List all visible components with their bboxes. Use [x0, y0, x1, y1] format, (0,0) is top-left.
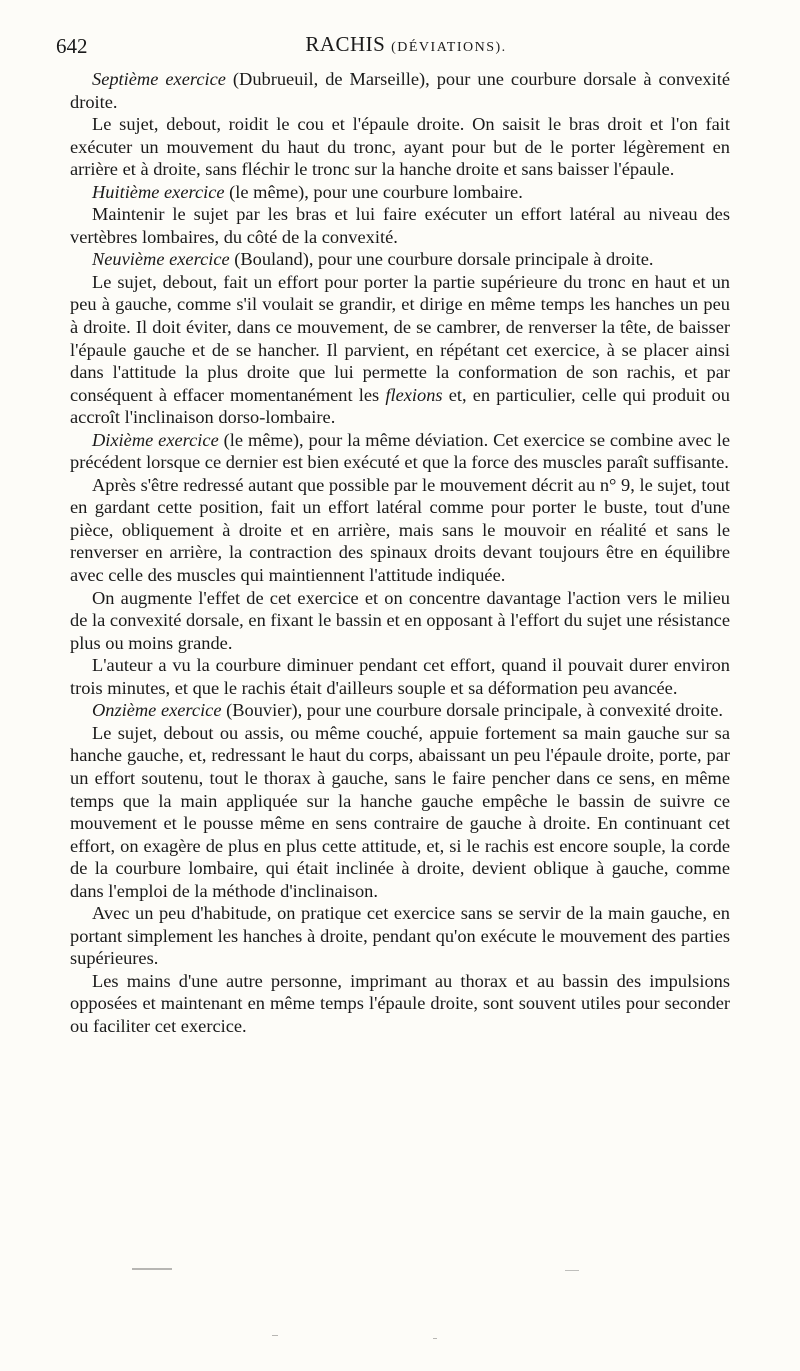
paragraph-4: Maintenir le sujet par les bras et lui faire exécuter un effort latéral au niveau des vertèbres lombaires, du côté de la convexité. [70, 204, 730, 247]
paragraph-14: Les mains d'une autre personne, imprimant au thorax et au bassin des impulsions opposées et maintenant en même temps l'épaule droite, sont souvent utiles pour seconder ou faciliter cet exercice. [70, 970, 730, 1036]
exercise-heading: Dixième exercice [92, 429, 219, 450]
exercise-heading: Neuvième exercice [92, 249, 230, 270]
print-speck [433, 1338, 437, 1339]
paragraph-3: Huitième exercice (le même), pour une courbure lombaire. [92, 181, 523, 202]
paragraph-2: Le sujet, debout, roidit le cou et l'épaule droite. On saisit le bras droit et l'on fait exécuter un mouvement du haut du tronc, ayant pour but de le porter légèrement en arrière et à droite, sans fléchir le tronc sur la hanche droite et sans baisser l'épaule. [70, 114, 730, 180]
body-text [70, 68, 730, 1038]
emphasis-flexions: flexions [385, 384, 443, 405]
running-title [56, 32, 756, 57]
print-speck [272, 1335, 278, 1336]
page-header [56, 28, 756, 62]
paragraph-1: Septième exercice (Dubrueuil, de Marseille), pour une courbure dorsale à convexité droite. [70, 69, 730, 112]
paragraph-11: Onzième exercice (Bouvier), pour une courbure dorsale principale, à convexité droite. [92, 700, 723, 721]
page-number: 642 [56, 34, 88, 58]
paragraph-8: Après s'être redressé autant que possible par le mouvement décrit au n° 9, le sujet, tout en gardant cette position, fait un effort latéral comme pour porter le buste, tout d'une pièce, obliquement à droite et en arrière, mais sans le mouvoir en réalité et sans le renverser en arrière, la contraction des spinaux droits devant toujours être en équilibre avec celle des muscles qui maintiennent l'attitude indiquée. [70, 474, 730, 586]
running-title-subtitle: (DÉVIATIONS). [391, 40, 507, 55]
exercise-heading: Septième exercice [92, 69, 226, 89]
paragraph-6: Le sujet, debout, fait un effort pour porter la partie supérieure du tronc en haut et un peu à gauche, comme s'il voulait se grandir, et dirige en même temps les hanches un peu à droite. Il doit éviter, dans ce mouvement, de se cambrer, de renverser la tête, de baisser l'épaule gauche et de se hancher. Il parvient, en répétant cet exercice, à se placer ainsi dans l'attitude la plus droite que lui permette la conformation de son rachis, et par conséquent à effacer momentanément les flexions et, en particulier, celle qui produit ou accroît l'inclinaison dorso-lombaire. [70, 271, 730, 428]
running-title-main: RACHIS [305, 32, 386, 56]
paragraph-5: Neuvième exercice (Bouland), pour une courbure dorsale principale à droite. [92, 249, 654, 270]
print-speck [132, 1268, 172, 1270]
paragraph-13: Avec un peu d'habitude, on pratique cet exercice sans se servir de la main gauche, en portant simplement les hanches à droite, pendant qu'on exécute le mouvement des parties supérieures. [70, 903, 730, 969]
paragraph-9: On augmente l'effet de cet exercice et on concentre davantage l'action vers le milieu de la convexité dorsale, en fixant le bassin et en opposant à l'effort du sujet une résistance plus ou moins grande. [70, 587, 730, 653]
paragraph-10: L'auteur a vu la courbure diminuer pendant cet effort, quand il pouvait durer environ trois minutes, et que le rachis était d'ailleurs souple et sa déformation peu avancée. [70, 655, 730, 698]
exercise-heading: Huitième exercice [92, 181, 225, 202]
print-speck [565, 1270, 579, 1271]
paragraph-12: Le sujet, debout ou assis, ou même couché, appuie fortement sa main gauche sur sa hanche gauche, et, redressant le haut du corps, abaissant un peu l'épaule droite, porte, par un effort soutenu, tout le thorax à gauche, sans le faire pencher dans ce sens, en même temps que la main appliquée sur la hanche gauche empêche le bassin de suivre ce mouvement et le pousse même en sens contraire de gauche à droite. En continuant cet effort, on exagère de plus en plus cette attitude, et, si le rachis est encore souple, la corde de la courbure lombaire, qui était inclinée à droite, devient oblique à gauche, comme dans l'emploi de la méthode d'inclinaison. [70, 722, 730, 901]
paragraph-7: Dixième exercice (le même), pour la même déviation. Cet exercice se combine avec le précédent lorsque ce dernier est bien exécuté et que la force des muscles paraît suffisante. [70, 429, 730, 473]
exercise-heading: Onzième exercice [92, 700, 222, 721]
